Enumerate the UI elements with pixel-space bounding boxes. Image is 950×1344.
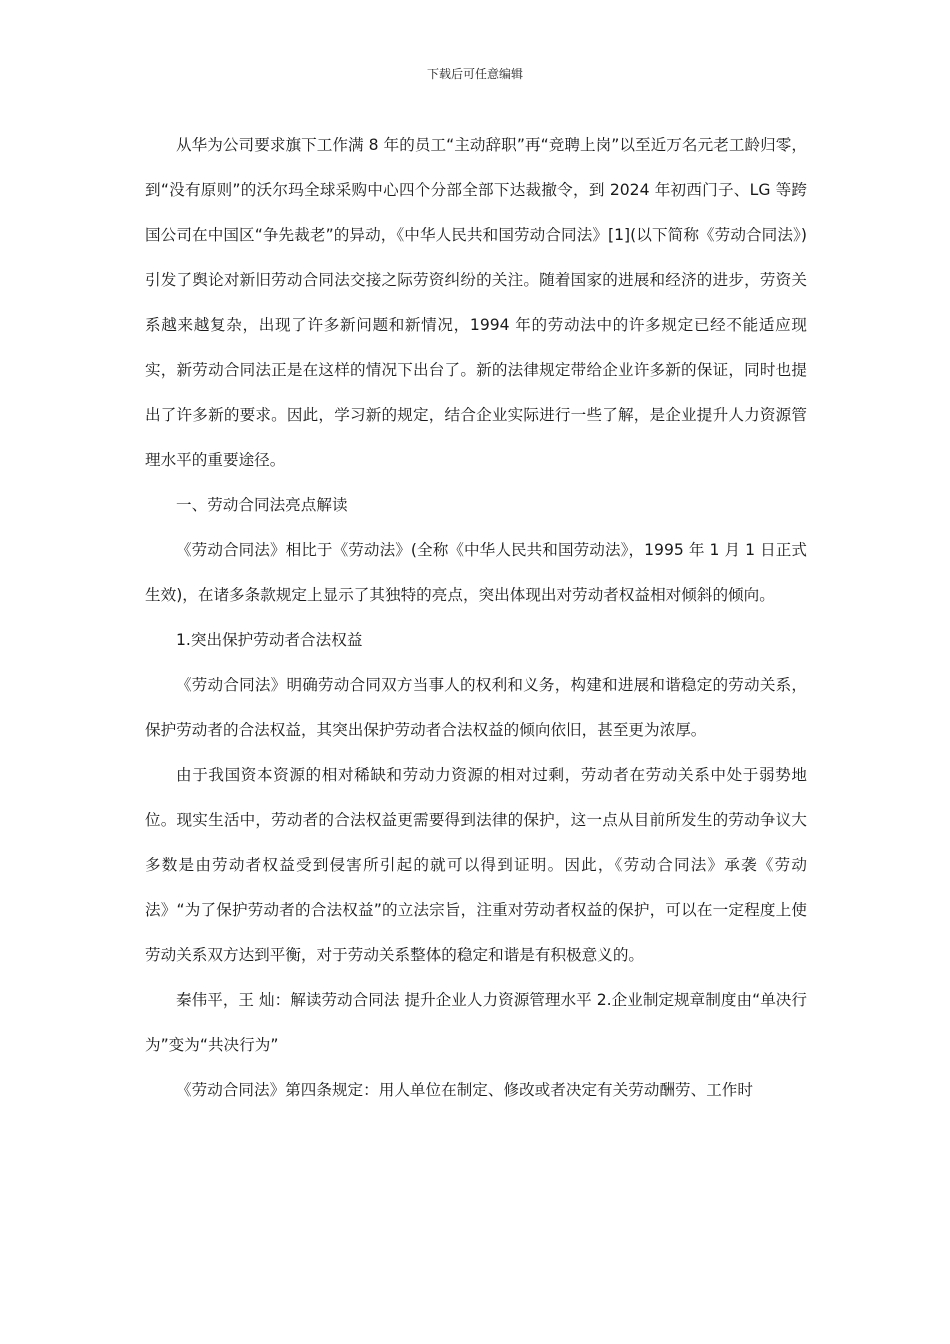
subsection-heading-1: 1.突出保护劳动者合法权益	[176, 631, 363, 649]
paragraph-weak-position: 由于我国资本资源的相对稀缺和劳动力资源的相对过剩，劳动者在劳动关系中处于弱势地位。现实生活中，劳动者的合法权益更需要得到法律的保护，这一点从目前所发生的劳动争议大多数是由劳动者权益受到侵害所引起的就可以得到证明。因此，《劳动合同法》承袭《劳动法》“为了保护劳动者的合法权益”的立法宗旨，注重对劳动者权益的保护，可以在一定程度上使劳动关系双方达到平衡，对于劳动关系整体的稳定和谐是有积极意义的。	[145, 766, 807, 964]
section-heading: 一、劳动合同法亮点解读	[176, 496, 348, 514]
document-body	[145, 123, 807, 1113]
paragraph-article-four: 《劳动合同法》第四条规定：用人单位在制定、修改或者决定有关劳动酬劳、工作时	[176, 1081, 753, 1099]
page-header: 下载后可任意编辑	[426, 67, 523, 81]
paragraph-rights: 《劳动合同法》明确劳动合同双方当事人的权利和义务，构建和进展和谐稳定的劳动关系，保护劳动者的合法权益，其突出保护劳动者合法权益的倾向依旧，甚至更为浓厚。	[145, 676, 807, 739]
paragraph-comparison: 《劳动合同法》相比于《劳动法》(全称《中华人民共和国劳动法》，1995 年 1 月 1 日正式生效)，在诸多条款规定上显示了其独特的亮点，突出体现出对劳动者权益相对倾斜的倾向。	[145, 541, 807, 604]
paragraph-author-line: 秦伟平，王 灿：解读劳动合同法 提升企业人力资源管理水平 2.企业制定规章制度由“单决行为”变为“共决行为”	[145, 991, 807, 1054]
paragraph-intro: 从华为公司要求旗下工作满 8 年的员工“主动辞职”再“竞聘上岗”以至近万名元老工龄归零，到“没有原则”的沃尔玛全球采购中心四个分部全部下达裁撤令，到 2024 年初西门子、LG 等跨国公司在中国区“争先裁老”的异动，《中华人民共和国劳动合同法》[1](以下简称《劳动合同法》)引发了舆论对新旧劳动合同法交接之际劳资纠纷的关注。随着国家的进展和经济的进步，劳资关系越来越复杂，出现了许多新问题和新情况，1994 年的劳动法中的许多规定已经不能适应现实，新劳动合同法正是在这样的情况下出台了。新的法律规定带给企业许多新的保证，同时也提出了许多新的要求。因此，学习新的规定，结合企业实际进行一些了解，是企业提升人力资源管理水平的重要途径。	[145, 136, 807, 469]
